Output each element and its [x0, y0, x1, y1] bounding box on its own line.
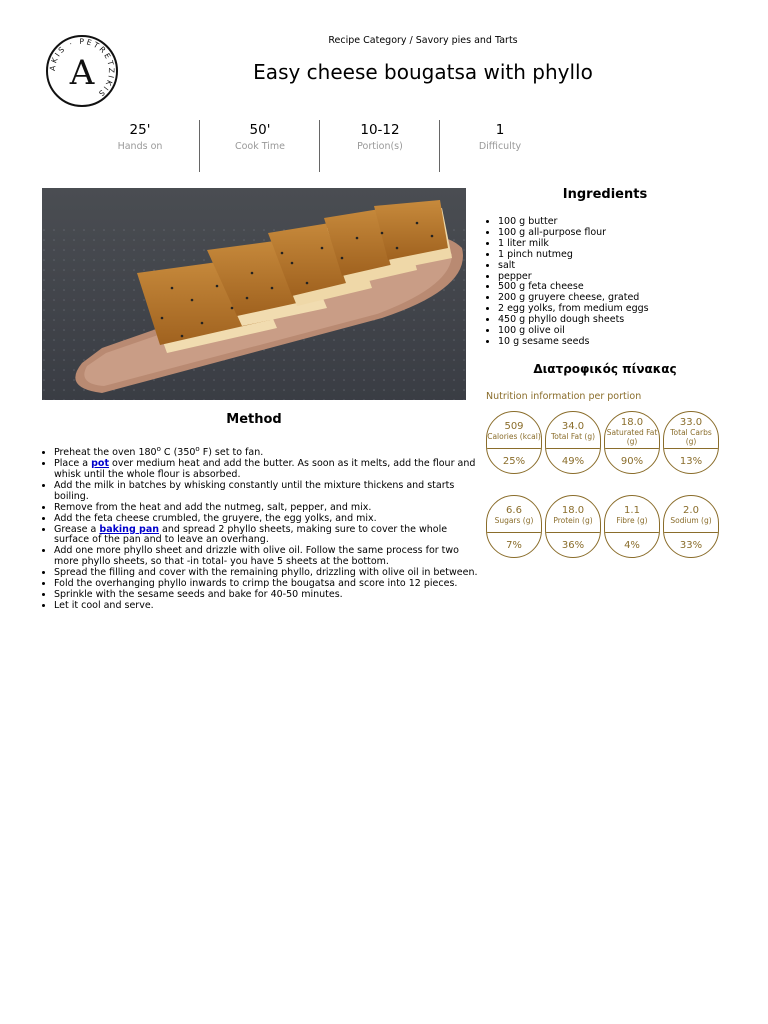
nutrition-row: [486, 411, 722, 474]
nutrient-percent: 25%: [502, 455, 526, 467]
nutrient-label: Total Carbs (g): [670, 427, 712, 446]
stat-difficulty: [440, 120, 560, 172]
stat-label: Portion(s): [357, 141, 403, 152]
nutrient-value: 1.1: [624, 505, 640, 516]
breadcrumb-category[interactable]: Recipe Category / Savory pies and Tarts: [328, 35, 518, 46]
nutrient-percent: 36%: [561, 539, 585, 551]
nutrient-total-fat: [545, 411, 601, 474]
method-step: • Sprinkle with the sesame seeds and bake for 40-50 minutes.: [54, 590, 478, 601]
stat-cook-time: [200, 120, 320, 172]
brand-logo[interactable]: [43, 34, 121, 108]
method-list: [42, 444, 478, 612]
nutrient-value: 6.6: [506, 505, 522, 516]
recipe-stats: [80, 120, 560, 172]
nutrient-value: 33.0: [679, 416, 703, 428]
nutrient-label: Total Fat (g): [550, 432, 596, 441]
nutrient-calories: [486, 411, 542, 474]
nutrition-heading: Διατροφικός πίνακας: [533, 362, 677, 376]
nutrient-sugars: [486, 495, 542, 558]
nutrient-percent: 13%: [679, 455, 703, 467]
nutrient-value: 18.0: [561, 505, 585, 516]
method-step: • Place a pot over medium heat and add the butter. As soon as it melts, add the flour and whisk until the whole flour is absorbed.: [54, 459, 478, 481]
stat-label: Difficulty: [478, 141, 522, 152]
nutrient-protein: [545, 495, 601, 558]
nutrient-value: 509: [504, 421, 524, 432]
nutrient-value: 34.0: [561, 421, 585, 432]
nutrient-label: Saturated Fat (g): [606, 427, 658, 446]
nutrient-sodium: [663, 495, 719, 558]
method-step: • Remove from the heat and add the nutmeg, salt, pepper, and mix.: [54, 503, 478, 514]
method-step: • Add one more phyllo sheet and drizzle with olive oil. Follow the same process for two more phyllo sheets, so that -in total- you have 5 sheets at the bottom.: [54, 546, 478, 568]
svg-text:A: A: [69, 53, 95, 93]
stat-label: Hands on: [117, 141, 163, 152]
ingredient-item: • 500 g feta cheese: [498, 282, 736, 293]
stat-value: 25': [129, 122, 151, 138]
method-step: • Grease a baking pan and spread 2 phyllo sheets, making sure to cover the whole surface of the pan and to leave an overhang.: [54, 525, 478, 547]
nutrition-subtitle: Nutrition information per portion: [486, 391, 642, 402]
stat-value: 10-12: [360, 122, 400, 138]
ingredient-item: • 200 g gruyere cheese, grated: [498, 293, 736, 304]
ingredient-item: • 100 g olive oil: [498, 326, 736, 337]
stat-label: Cook Time: [234, 141, 286, 152]
nutrient-percent: 7%: [506, 539, 522, 551]
pot-link[interactable]: pot: [91, 458, 109, 470]
ingredient-item: • 10 g sesame seeds: [498, 337, 736, 348]
stat-value: 50': [249, 122, 271, 138]
method-step: • Preheat the oven 180$^o$ C (350$^o$ F) set to fan.: [54, 444, 478, 459]
ingredient-item: • pepper: [498, 272, 736, 283]
nutrient-percent: 4%: [624, 539, 640, 551]
method-heading: Method: [226, 412, 282, 427]
ingredient-item: • salt: [498, 261, 736, 272]
method-step: • Add the feta cheese crumbled, the gruyere, the egg yolks, and mix.: [54, 514, 478, 525]
ingredient-item: • 450 g phyllo dough sheets: [498, 315, 736, 326]
nutrient-label: Protein (g): [553, 516, 593, 525]
nutrient-percent: 49%: [561, 455, 585, 467]
stat-hands-on: [80, 120, 200, 172]
nutrient-percent: 90%: [620, 455, 644, 467]
nutrient-label: Sugars (g): [494, 516, 534, 525]
nutrient-label: Sodium (g): [670, 516, 712, 525]
ingredients-heading: Ingredients: [562, 187, 648, 202]
nutrient-label: Fibre (g): [616, 516, 648, 525]
nutrient-value: 18.0: [620, 416, 644, 428]
ingredients-list: [486, 217, 736, 348]
ingredient-item: • 1 liter milk: [498, 239, 736, 250]
method-step: • Spread the filling and cover with the remaining phyllo, drizzling with olive oil in between.: [54, 568, 478, 579]
ingredient-item: • 1 pinch nutmeg: [498, 250, 736, 261]
page-title: Easy cheese bougatsa with phyllo: [253, 60, 593, 84]
nutrient-total-carbs: [663, 411, 719, 474]
baking-pan-link[interactable]: baking pan: [99, 523, 160, 535]
ingredient-item: • 2 egg yolks, from medium eggs: [498, 304, 736, 315]
nutrient-fibre: [604, 495, 660, 558]
recipe-photo: [42, 188, 466, 400]
nutrient-label: Calories (kcal): [487, 432, 541, 441]
nutrition-row: [486, 495, 722, 558]
stat-portions: [320, 120, 440, 172]
nutrient-percent: 33%: [679, 539, 703, 551]
nutrient-saturated-fat: [604, 411, 660, 474]
method-step: • Fold the overhanging phyllo inwards to crimp the bougatsa and score into 12 pieces.: [54, 579, 478, 590]
method-step: • Let it cool and serve.: [54, 601, 478, 612]
ingredient-item: • 100 g butter: [498, 217, 736, 228]
method-step: • Add the milk in batches by whisking constantly until the mixture thickens and starts boiling.: [54, 481, 478, 503]
ingredient-item: • 100 g all-purpose flour: [498, 228, 736, 239]
svg-text:AKIS · PETRETZIKIS: AKIS · PETRETZIKIS: [47, 36, 117, 100]
stat-value: 1: [495, 122, 505, 138]
nutrient-value: 2.0: [683, 505, 699, 516]
